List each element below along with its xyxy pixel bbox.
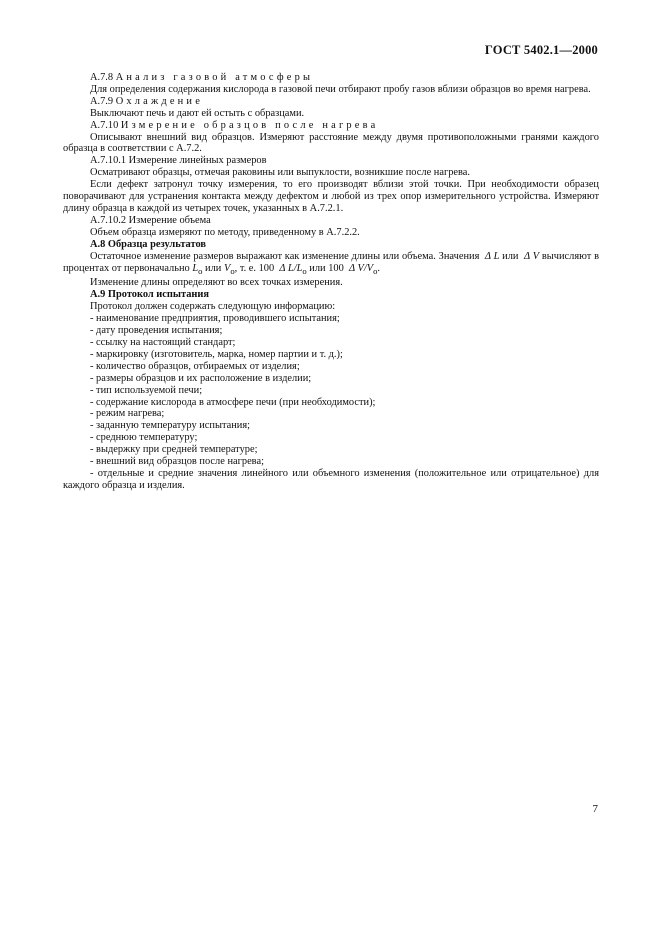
paragraph: Изменение длины определяют во всех точках измерения. [90,277,343,289]
list-item: - количество образцов, отбираемых от изделия; [90,360,300,372]
section-a710-heading [63,120,599,132]
section-number: А.7.9 [90,95,114,107]
subscript: o [302,265,307,276]
paragraph: Протокол должен содержать следующую информацию: [90,301,336,313]
list-item: - внешний вид образцов после нагрева; [90,456,264,468]
paragraph: Описывают внешний вид образцов. Измеряют расстояние между двумя противоположными гранями каждого образца в соответствии с А.7.2. [63,131,599,155]
delta-l: Δ L [484,250,500,262]
paragraph: Осматривают образцы, отмечая раковины или выпуклости, возникшие после нагрева. [90,167,470,179]
paragraph: Для определения содержания кислорода в газовой печи отбирают пробу газов вблизи образцов во время нагрева. [90,83,591,95]
text-run: вычисляют в процентах от первоначально [63,250,599,274]
ratio-v: Δ V/V [349,262,374,274]
list-item: - содержание кислорода в атмосфере печи (при необходимости); [90,396,376,408]
document-body [63,72,599,492]
section-a9-heading: А.9 Протокол испытания [90,289,210,301]
section-a7101-heading: А.7.10.1 Измерение линейных размеров [90,155,267,167]
subscript: o [198,265,203,276]
subscript: o [230,265,235,276]
protocol-list [63,313,599,492]
section-title: Анализ газовой атмосферы [115,72,314,83]
formula-paragraph: Остаточное изменение размеров выражают как изменение длины или объема. Значения Δ L или Δ V вычисляют в процентах от первоначально $L_o$ или $V_o$, т. е. 100 Δ $L/L_o$ или 100 Δ $V/V_o$. [63,250,599,276]
list-item: - отдельные и средние значения линейного или объемного изменения (положительное или отрицательное) для каждого образца и изделия. [63,467,599,491]
section-a8-heading: А.8 Образца результатов [90,238,206,250]
list-item: - ссылку на настоящий стандарт; [90,337,236,349]
text-run: Остаточное изменение размеров выражают как изменение длины или объема. Значения [90,250,480,262]
list-item: - тип используемой печи; [90,384,203,396]
text-run: или [205,262,222,274]
text-run: или 100 [309,262,344,274]
list-item: - заданную температуру испытания; [90,420,251,432]
list-item: - дату проведения испытания; [90,325,223,337]
list-item: - маркировку (изготовитель, марка, номер партии и т. д.); [90,348,343,360]
list-item: - выдержку при средней температуре; [90,444,258,456]
list-item: - среднюю температуру; [90,432,198,444]
document-header: ГОСТ 5402.1—2000 [484,43,598,57]
list-item: - наименование предприятия, проводившего испытания; [90,313,340,325]
list-item: - размеры образцов и их расположение в изделии; [90,372,312,384]
symbol-l: L [192,262,199,274]
paragraph: Выключают печь и дают ей остыть с образцами. [90,107,305,119]
paragraph: Объем образца измеряют по методу, приведенному в А.7.2.2. [90,226,360,238]
section-title: Измерение образцов после нагрева [120,119,379,131]
delta-v: Δ V [524,250,540,262]
subscript: o [373,265,378,276]
section-a7102-heading: А.7.10.2 Измерение объема [90,214,211,226]
section-a78-heading [63,72,599,84]
section-number: А.7.10 [90,119,119,131]
text-run: , т. е. 100 [234,262,275,274]
page-number: 7 [592,803,598,815]
section-title: Охлаждение [115,95,204,107]
section-a79-heading [63,96,599,108]
symbol-v: V [223,262,231,274]
list-item: - режим нагрева; [90,408,165,420]
paragraph: Если дефект затронул точку измерения, то его производят вблизи этой точки. При необходимости образец поворачивают для устранения контакта между дефектом и любой из трех опор измерительного устройства. Измеряют длину образца в каждой из четырех точек, указанных в А.7.2.1. [63,179,599,214]
ratio-l: Δ L/L [279,262,303,274]
section-number: А.7.8 [90,72,114,83]
text-run: или [502,250,519,262]
